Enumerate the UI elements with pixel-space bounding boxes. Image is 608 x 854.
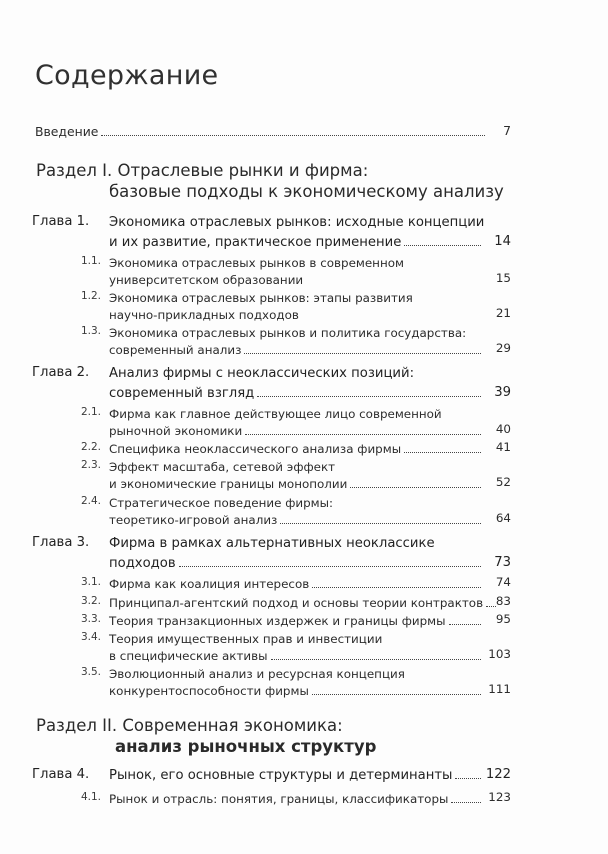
chapter-title-line1: Рынок, его основные структуры и детерминанты	[109, 768, 453, 783]
subsection-title-line2: университетском образовании	[109, 273, 304, 287]
subsection-title-line1: Экономика отраслевых рынков: этапы развития	[109, 291, 413, 305]
subsection-number: 4.1.	[80, 791, 101, 803]
page-number: 73	[494, 555, 511, 570]
subsection-number: 1.3.	[80, 325, 101, 337]
subsection-title-line2: научно-прикладных подходов	[109, 308, 299, 322]
subsection-number: 2.1.	[80, 406, 101, 418]
chapter-number: Глава 3.	[32, 535, 90, 550]
page-number: 39	[494, 385, 511, 400]
page-number: 123	[488, 790, 511, 804]
dot-leader	[257, 395, 481, 397]
subsection-number: 3.5.	[80, 666, 101, 678]
subsection-title-line1: Принципал-агентский подход и основы теории контрактов	[109, 596, 484, 610]
section-heading-line2: базовые подходы к экономическому анализу	[109, 182, 504, 201]
subsection-number: 3.4.	[80, 631, 101, 643]
subsection-number: 2.4.	[80, 495, 101, 507]
dot-leader	[245, 433, 481, 435]
section-heading-line2: анализ рыночных структур	[115, 737, 377, 756]
page-number: 7	[503, 123, 511, 138]
dot-leader	[244, 352, 481, 354]
chapter-title-line1: Анализ фирмы с неоклассических позиций:	[109, 366, 415, 381]
page-title: Содержание	[35, 60, 219, 91]
chapter-title-line2: подходов	[109, 556, 176, 571]
subsection-title-line1: Стратегическое поведение фирмы:	[109, 496, 334, 510]
page-number: 103	[488, 647, 511, 661]
chapter-title-line1: Фирма в рамках альтернативных неоклассике	[109, 536, 435, 551]
chapter-title-line2: современный взгляд	[109, 386, 255, 401]
dot-leader	[312, 586, 481, 588]
subsection-number: 2.3.	[80, 459, 101, 471]
dot-leader	[101, 134, 485, 136]
dot-leader	[404, 451, 481, 453]
page-number: 41	[495, 440, 511, 454]
subsection-title-line2: рыночной экономики	[109, 424, 243, 438]
page-number: 40	[495, 422, 511, 436]
dot-leader	[280, 522, 481, 524]
subsection-title-line1: Рынок и отрасль: понятия, границы, классификаторы	[109, 792, 449, 806]
subsection-number: 1.2.	[80, 290, 101, 302]
dot-leader	[179, 565, 481, 567]
subsection-title-line1: Экономика отраслевых рынков в современном	[109, 256, 404, 270]
page-number: 64	[495, 511, 511, 525]
chapter-title-line2: и их развитие, практическое применение	[109, 235, 402, 250]
subsection-number: 1.1.	[80, 255, 101, 267]
page-number: 122	[485, 767, 511, 782]
subsection-title-line2: конкурентоспособности фирмы	[109, 684, 309, 698]
subsection-title-line1: Эволюционный анализ и ресурсная концепция	[109, 667, 405, 681]
chapter-number: Глава 1.	[32, 214, 90, 229]
page-number: 52	[495, 475, 511, 489]
subsection-number: 3.2.	[80, 595, 101, 607]
page-number: 14	[494, 234, 511, 249]
page-number: 95	[495, 612, 511, 626]
page-number: 74	[495, 575, 511, 589]
subsection-number: 3.1.	[80, 576, 101, 588]
section-heading-line1: Раздел I. Отраслевые рынки и фирма:	[36, 161, 369, 180]
section-heading-1	[36, 160, 504, 202]
subsection-title-line1: Теория транзакционных издержек и границы фирмы	[109, 614, 446, 628]
subsection-number: 3.3.	[80, 613, 101, 625]
subsection-number: 2.2.	[80, 441, 101, 453]
subsection-title-line2: в специфические активы	[109, 649, 268, 663]
subsection-title-line1: Эффект масштаба, сетевой эффект	[109, 460, 336, 474]
page-number: 21	[495, 306, 511, 320]
entry-label: Введение	[35, 124, 99, 139]
page-number: 83	[495, 594, 511, 608]
subsection-title-line1: Специфика неоклассического анализа фирмы	[109, 442, 402, 456]
subsection-title-line1: Фирма как главное действующее лицо современной	[109, 407, 442, 421]
chapter-title-line1: Экономика отраслевых рынков: исходные концепции	[109, 215, 485, 230]
subsection-title-line1: Экономика отраслевых рынков и политика государства:	[109, 326, 467, 340]
subsection-title-line2: теоретико-игровой анализ	[109, 513, 278, 527]
dot-leader	[312, 693, 481, 695]
dot-leader	[404, 244, 481, 246]
subsection-title-line1: Теория имущественных прав и инвестиции	[109, 632, 383, 646]
subsection-title-line2: и экономические границы монополии	[109, 477, 348, 491]
chapter-number: Глава 4.	[32, 767, 90, 782]
page-number: 111	[488, 682, 511, 696]
page-number: 29	[495, 341, 511, 355]
dot-leader	[350, 486, 481, 488]
subsection-title-line1: Фирма как коалиция интересов	[109, 577, 310, 591]
dot-leader	[271, 658, 481, 660]
section-heading-2	[36, 715, 376, 757]
page-number: 15	[495, 271, 511, 285]
subsection-title-line2: современный анализ	[109, 343, 242, 357]
section-heading-line1: Раздел II. Современная экономика:	[36, 716, 343, 735]
chapter-number: Глава 2.	[32, 365, 90, 380]
